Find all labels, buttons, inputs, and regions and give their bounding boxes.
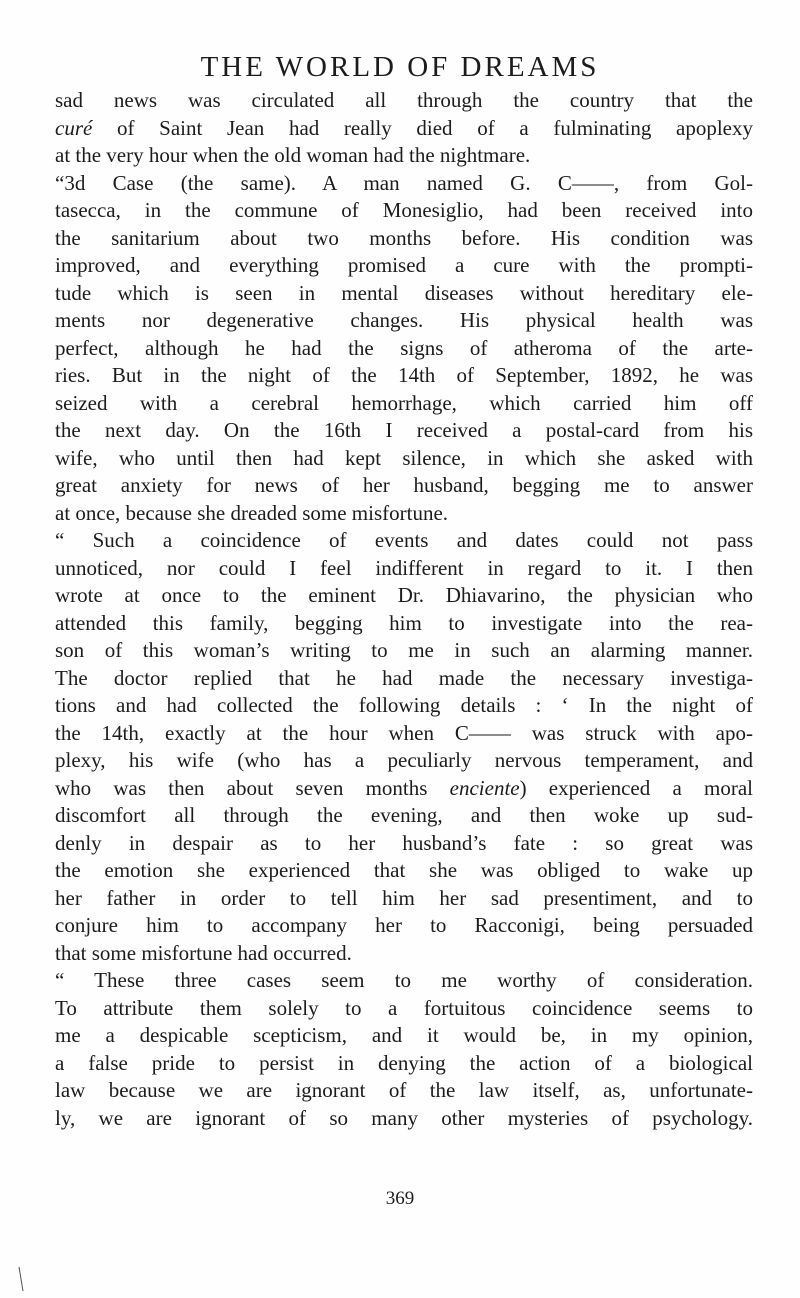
text-segment: wrote at once to the eminent Dr. Dhiavarino, the physician who: [55, 583, 753, 607]
text-segment: who was then about seven months: [55, 775, 450, 800]
text-segment: ly, we are ignorant of so many other mysteries of psychology.: [55, 1105, 753, 1130]
text-line: [55, 280, 753, 308]
text-line: [55, 142, 753, 170]
text-line: [55, 582, 753, 610]
text-line: [55, 335, 753, 363]
text-segment: the next day. On the 16th I received a postal-card from his: [55, 418, 753, 442]
text-line: [55, 500, 753, 528]
text-segment: me a despicable scepticism, and it would be, in my opinion,: [55, 1023, 753, 1047]
text-segment: discomfort all through the evening, and then woke up sud-: [55, 803, 753, 827]
text-segment: at once, because she dreaded some misfortune.: [55, 500, 449, 525]
text-segment: perfect, although he had the signs of atheroma of the arte-: [55, 335, 753, 360]
text-line: [55, 995, 753, 1023]
text-segment: ) experienced a moral: [519, 775, 753, 800]
text-segment: tasecca, in the commune of Monesiglio, had been received into: [55, 198, 753, 222]
text-line: [55, 830, 753, 858]
text-line: [55, 390, 753, 418]
running-head: THE WORLD OF DREAMS: [200, 51, 600, 83]
text-line: [55, 912, 753, 940]
text-segment: her father in order to tell him her sad presentiment, and to: [55, 885, 753, 910]
body-text: [55, 87, 753, 1132]
text-line: [55, 225, 753, 253]
text-segment: improved, and everything promised a cure with the prompti-: [55, 253, 753, 277]
text-line: [55, 720, 753, 748]
text-line: [55, 445, 753, 473]
text-segment: attended this family, begging him to investigate into the rea-: [55, 610, 753, 635]
text-line: [55, 362, 753, 390]
text-line: [55, 665, 753, 693]
text-segment: plexy, his wife (who has a peculiarly nervous temperament, and: [55, 748, 753, 772]
text-segment: the emotion she experienced that she was obliged to wake up: [55, 858, 753, 882]
text-line: [55, 417, 753, 445]
margin-mark-icon: [18, 1266, 24, 1292]
text-line: [55, 252, 753, 280]
text-line: [55, 1022, 753, 1050]
text-segment: ments nor degenerative changes. His physical health was: [55, 308, 753, 332]
text-line: [55, 527, 753, 555]
text-segment: that some misfortune had occurred.: [55, 940, 352, 965]
text-segment: at the very hour when the old woman had the nightmare.: [55, 143, 531, 167]
text-line: [55, 555, 753, 583]
text-line: [55, 610, 753, 638]
text-line: [55, 170, 753, 198]
text-segment: The doctor replied that he had made the necessary investiga-: [55, 665, 753, 690]
text-line: [55, 775, 753, 803]
italic-segment: enciente: [449, 775, 520, 800]
text-segment: unnoticed, nor could I feel indifferent in regard to it. I then: [55, 555, 753, 580]
text-line: [55, 87, 753, 115]
text-line: [55, 637, 753, 665]
text-segment: seized with a cerebral hemorrhage, which carried him off: [55, 390, 753, 415]
text-line: [55, 940, 753, 968]
text-segment: the 14th, exactly at the hour when C—— was struck with apo-: [55, 720, 753, 745]
text-segment: great anxiety for news of her husband, begging me to answer: [55, 473, 753, 497]
text-line: [55, 472, 753, 500]
text-segment: “ Such a coincidence of events and dates could not pass: [55, 528, 753, 552]
text-segment: the sanitarium about two months before. His condition was: [55, 225, 753, 250]
text-line: [55, 857, 753, 885]
text-line: [55, 885, 753, 913]
text-segment: wife, who until then had kept silence, in which she asked with: [55, 445, 753, 470]
text-segment: conjure him to accompany her to Racconigi, being persuaded: [55, 913, 753, 937]
text-line: [55, 802, 753, 830]
text-segment: “3d Case (the same). A man named G. C——, from Gol-: [55, 170, 753, 195]
text-line: [55, 692, 753, 720]
text-line: [55, 747, 753, 775]
text-segment: “ These three cases seem to me worthy of consideration.: [55, 968, 753, 992]
text-line: [55, 1077, 753, 1105]
text-segment: law because we are ignorant of the law itself, as, unfortunate-: [55, 1078, 753, 1102]
text-segment: sad news was circulated all through the country that the: [55, 88, 753, 112]
text-line: [55, 115, 753, 143]
text-segment: of Saint Jean had really died of a fulminating apoplexy: [92, 115, 753, 140]
text-line: [55, 197, 753, 225]
italic-segment: curé: [55, 115, 93, 140]
text-line: [55, 1050, 753, 1078]
text-segment: denly in despair as to her husband’s fate : so great was: [55, 830, 753, 855]
text-segment: a false pride to persist in denying the action of a biological: [55, 1050, 753, 1075]
page-number: 369: [385, 1188, 415, 1209]
text-segment: ries. But in the night of the 14th of September, 1892, he was: [55, 363, 753, 387]
text-segment: To attribute them solely to a fortuitous coincidence seems to: [55, 995, 753, 1020]
text-line: [55, 967, 753, 995]
text-line: [55, 307, 753, 335]
text-segment: tions and had collected the following details : ‘ In the night of: [55, 693, 753, 717]
text-segment: son of this woman’s writing to me in such an alarming manner.: [55, 638, 753, 662]
text-line: [55, 1105, 753, 1133]
text-segment: tude which is seen in mental diseases without hereditary ele-: [55, 280, 753, 305]
